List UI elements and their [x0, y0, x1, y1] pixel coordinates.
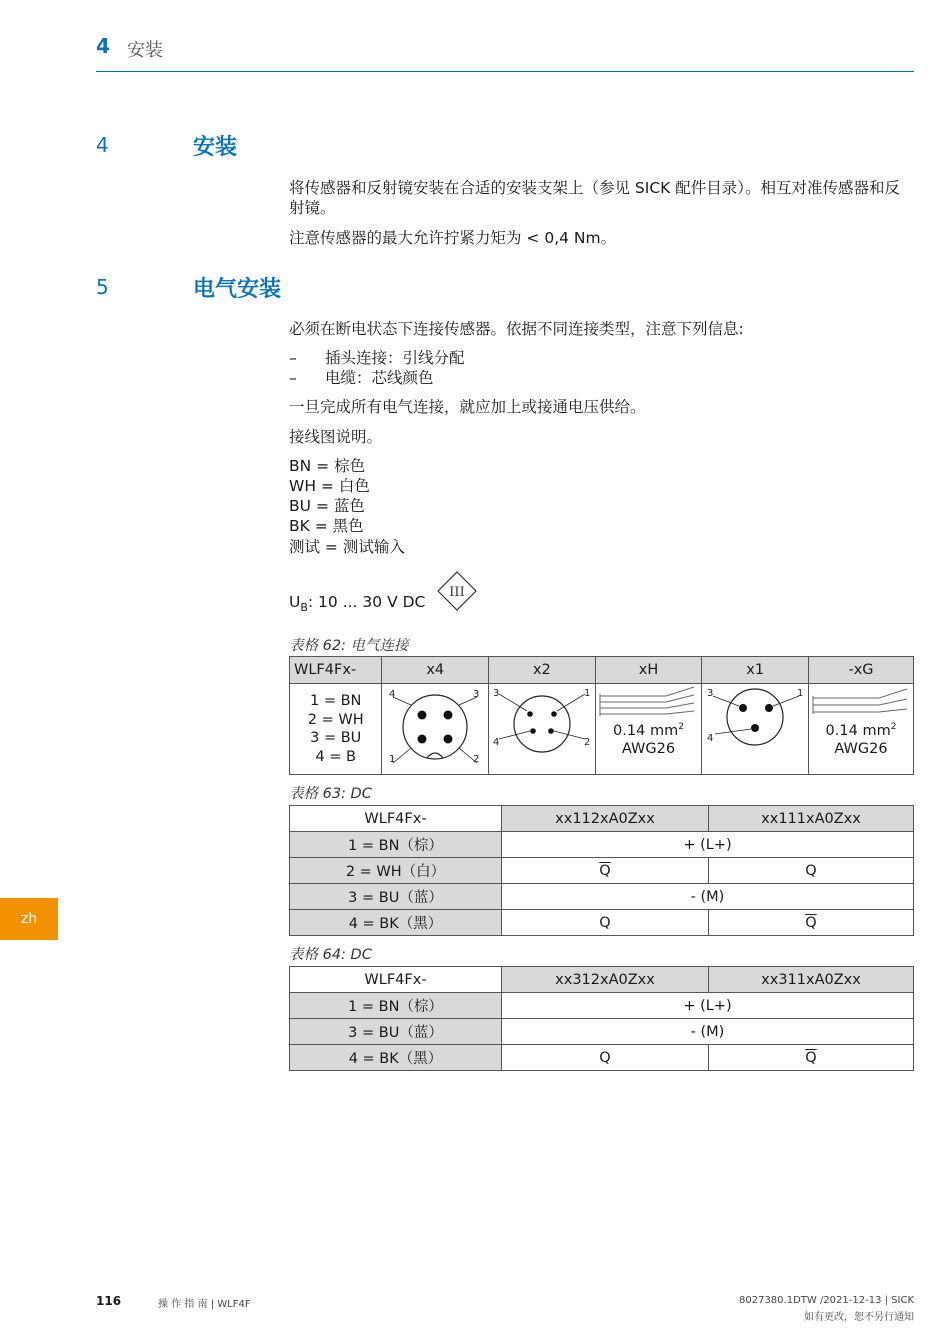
table-header-cell: x4 — [382, 657, 489, 684]
legend-item-wh: WH = 白色 — [289, 477, 370, 495]
pin-label: 1 — [797, 688, 804, 699]
row-label: 1 = BN（棕） — [290, 832, 502, 858]
list-item-text: 电缆：芯线颜色 — [325, 369, 434, 387]
table-row — [290, 1019, 914, 1045]
connector-x1-cell — [702, 684, 809, 775]
table-header-cell: WLF4Fx- — [290, 806, 502, 832]
section-5-title: 电气安装 — [193, 277, 282, 302]
cable-spec — [809, 718, 913, 758]
list-dash: – — [289, 349, 297, 367]
section-5-intro: 必须在断电状态下连接传感器。依据不同连接类型，注意下列信息: — [289, 320, 744, 338]
table-63 — [289, 805, 914, 936]
section-4-paragraph-1: 将传感器和反射镜安装在合适的安装支架上（参见 SICK 配件目录）。相互对准传感器和反射镜。 — [289, 179, 901, 217]
q-inverted: $\overline{Q}$ — [599, 862, 611, 879]
table-63-caption: 表格 63: DC — [289, 786, 372, 802]
q-output: Q — [805, 862, 817, 879]
table-62 — [289, 656, 914, 775]
merged-cell: - (M) — [502, 1019, 914, 1045]
pin-label: 3 — [707, 688, 714, 699]
table-62-caption: 表格 62: 电气连接 — [289, 638, 409, 654]
table-row — [290, 884, 914, 910]
pin-label: 4 — [492, 737, 500, 748]
supply-subscript: B — [300, 601, 308, 615]
row-label: 2 = WH（白） — [290, 858, 502, 884]
cable-size: 0.14 mm — [825, 722, 891, 739]
pin-assignment-item: 3 = BU — [310, 730, 362, 746]
list-item — [289, 348, 465, 368]
row-label: 4 = BK（黑） — [290, 1045, 502, 1071]
list-item — [289, 368, 434, 388]
output-cell — [709, 1045, 914, 1071]
legend-item-bu: BU = 蓝色 — [289, 497, 365, 515]
section-4-title: 安装 — [193, 135, 238, 160]
legend-item-bn: BN = 棕色 — [289, 457, 366, 475]
merged-cell: - (M) — [502, 884, 914, 910]
connector-x2-cell — [489, 684, 596, 775]
running-header-title: 安装 — [127, 40, 163, 61]
cable-size: 0.14 mm — [613, 722, 679, 739]
language-tab[interactable]: zh — [0, 898, 58, 940]
cable-size-exponent: 2 — [890, 722, 897, 732]
connector-4pin-diagram — [383, 684, 487, 770]
connector-3pin-diagram — [703, 684, 807, 770]
output-cell — [502, 910, 709, 936]
table-header-cell: x2 — [489, 657, 596, 684]
supply-symbol: U — [289, 593, 301, 611]
list-dash: – — [289, 369, 297, 387]
cable-xh-cell — [595, 684, 702, 775]
table-row — [290, 910, 914, 936]
table-64 — [289, 966, 914, 1071]
table-header-cell: xx111xA0Zxx — [709, 806, 914, 832]
output-cell — [709, 858, 914, 884]
output-cell — [709, 910, 914, 936]
connector-x4-cell — [382, 684, 489, 775]
running-header-number: 4 — [96, 34, 110, 58]
row-label: 4 = BK（黑） — [290, 910, 502, 936]
pin-label: 2 — [473, 754, 480, 765]
pin-assignment-item: 1 = BN — [310, 693, 362, 709]
section-5-number: 5 — [96, 275, 109, 299]
pin-assignment-item: 2 = WH — [307, 711, 364, 728]
row-label: 1 = BN（棕） — [290, 993, 502, 1019]
supply-voltage — [289, 592, 425, 618]
footer-doc-id: 8027380.1DTW /2021-12-13 | SICK — [739, 1295, 914, 1306]
cable-awg: AWG26 — [834, 740, 888, 757]
footer-notice: 如有更改，恕不另行通知 — [804, 1312, 914, 1323]
row-label: 3 = BU（蓝） — [290, 884, 502, 910]
protection-class-label: III — [449, 585, 465, 600]
header-rule — [96, 71, 914, 72]
footer-doc-label: 操 作 指 南 | WLF4F — [158, 1299, 251, 1310]
pin-label: 3 — [473, 689, 480, 700]
table-header-cell: xx112xA0Zxx — [502, 806, 709, 832]
q-output: Q — [599, 1049, 611, 1066]
table-row — [290, 1045, 914, 1071]
cable-spec — [596, 718, 702, 758]
table-header-cell: WLF4Fx- — [290, 967, 502, 993]
pin-label: 2 — [583, 737, 591, 748]
pin-assignment-cell — [290, 684, 382, 775]
cable-size-exponent: 2 — [678, 722, 684, 732]
merged-cell: + (L+) — [502, 993, 914, 1019]
table-header-cell: x1 — [702, 657, 809, 684]
pin-label: 4 — [707, 733, 714, 744]
cable-awg: AWG26 — [621, 740, 676, 757]
protection-class-icon — [436, 570, 478, 612]
table-header-cell: -xG — [809, 657, 914, 684]
table-header-cell: WLF4Fx- — [290, 657, 382, 684]
table-header-cell: xH — [595, 657, 702, 684]
pin-label: 1 — [583, 688, 591, 699]
table-row — [290, 832, 914, 858]
legend-item-test: 测试 = 测试输入 — [289, 538, 405, 556]
section-4-paragraph-2: 注意传感器的最大允许拧紧力矩为 < 0,4 Nm。 — [289, 229, 617, 247]
table-row — [290, 858, 914, 884]
merged-cell: + (L+) — [502, 832, 914, 858]
pin-assignment-item: 4 = B — [315, 748, 356, 765]
cable-xg-cell — [809, 684, 914, 775]
page-number: 116 — [96, 1294, 122, 1308]
table-row — [290, 993, 914, 1019]
q-inverted: $\overline{Q}$ — [805, 1049, 817, 1066]
output-cell — [502, 858, 709, 884]
row-label: 3 = BU（蓝） — [290, 1019, 502, 1045]
list-item-text: 插头连接：引线分配 — [325, 349, 465, 367]
section-4-number: 4 — [96, 133, 109, 157]
connector-4pin-m8-diagram — [490, 684, 594, 770]
pin-label: 4 — [389, 689, 396, 700]
pin-label: 3 — [492, 688, 500, 699]
cable-icon — [596, 684, 700, 718]
supply-value: : 10 ... 30 V DC — [307, 593, 426, 611]
output-cell — [502, 1045, 709, 1071]
pin-label: 1 — [389, 754, 396, 765]
q-output: Q — [599, 914, 611, 931]
table-64-caption: 表格 64: DC — [289, 947, 372, 963]
table-header-cell: xx312xA0Zxx — [502, 967, 709, 993]
legend-title: 接线图说明。 — [289, 428, 383, 446]
legend-item-bk: BK = 黑色 — [289, 517, 364, 535]
section-5-voltage-note: 一旦完成所有电气连接，就应加上或接通电压供给。 — [289, 398, 646, 416]
q-inverted: $\overline{Q}$ — [805, 914, 817, 931]
table-header-cell: xx311xA0Zxx — [709, 967, 914, 993]
cable-icon — [809, 684, 913, 718]
